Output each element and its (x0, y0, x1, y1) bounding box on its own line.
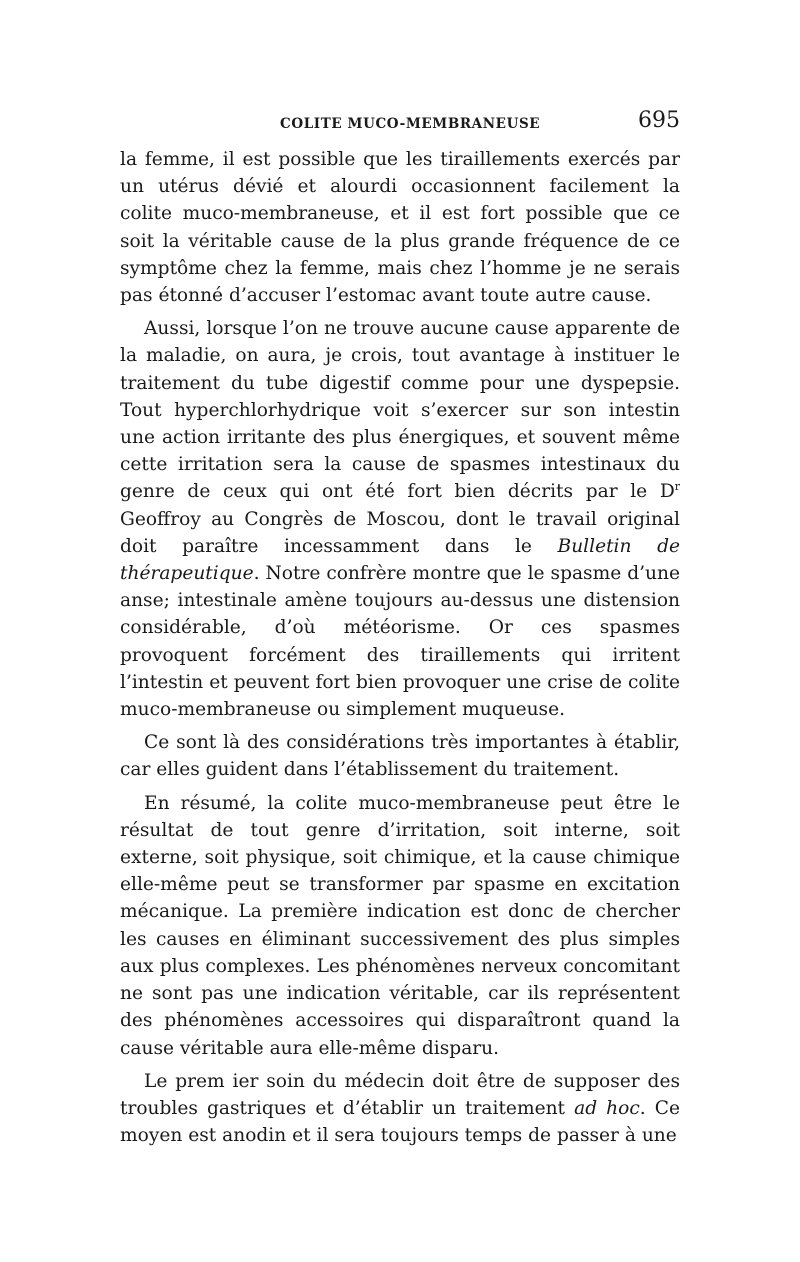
book-page (120, 108, 680, 1155)
bulletin-title: Bulletin de thérapeutique (120, 535, 680, 585)
ad-hoc-italic: ad hoc (574, 1097, 640, 1119)
running-title: COLITE MUCO-MEMBRANEUSE (280, 116, 541, 132)
paragraph-5-part-a: Le prem ier soin du médecin doit être de supposer des troubles gastriques et d’établir un traitement (120, 1070, 680, 1119)
superscript-r: r (674, 480, 680, 494)
paragraph-2-part-b: Geoffroy au Congrès de Moscou, dont le travail original doit paraître incessamment dans le (120, 508, 680, 557)
paragraph-3: Ce sont là des considérations très importantes à établir, car elles guident dans l’établissement du traitement. (120, 732, 680, 781)
paragraph-2 (120, 315, 680, 723)
paragraph-4: En résumé, la colite muco-membraneuse peut être le résultat de tout genre d’irritation, soit interne, soit externe, soit physique, soit chimique, et la cause chimique elle-même peut se transformer par spasme en excitation mécanique. La première indication est donc de chercher les causes en éliminant successivement des plus simples aux plus complexes. Les phénomènes nerveux concomitant ne sont pas une indication véritable, car ils représentent des phénomènes accessoires qui disparaîtront quand la cause véritable aura elle-même disparu. (120, 792, 680, 1059)
paragraph-2-part-a: Aussi, lorsque l’on ne trouve aucune cause apparente de la maladie, on aura, je crois, tout avantage à instituer le traitement du tube digestif comme pour une dyspepsie. Tout hyperchlorhydrique voit s’exercer sur son intestin une action irritante des plus énergiques, et souvent même cette irritation sera la cause de spasmes intestinaux du genre de ceux qui ont été fort bien décrits par le D (120, 318, 680, 503)
paragraph-1: la femme, il est possible que les tiraillements exercés par un utérus dévié et alourdi occasionnent facilement la colite muco-membraneuse, et il est fort possible que ce soit la véritable cause de la plus grande fréquence de ce symptôme chez la femme, mais chez l’homme je ne serais pas étonné d’accuser l’estomac avant toute autre cause. (120, 149, 680, 307)
paragraph-5-part-b: . Ce moyen est anodin et il sera toujours temps de passer à une (120, 1097, 680, 1147)
paragraph-5 (120, 1068, 680, 1150)
body-text (120, 146, 680, 1149)
running-head (120, 108, 680, 146)
paragraph-2-part-c: . Notre confrère montre que le spasme d’une anse; intestinale amène toujours au-dessus une distension considérable, d’où météorisme. Or ces spasmes provoquent forcément des tiraillements qui irritent l’intestin et peuvent fort bien provoquer une crise de colite muco-membraneuse ou simplement muqueuse. (120, 563, 680, 721)
page-number: 695 (638, 108, 680, 133)
